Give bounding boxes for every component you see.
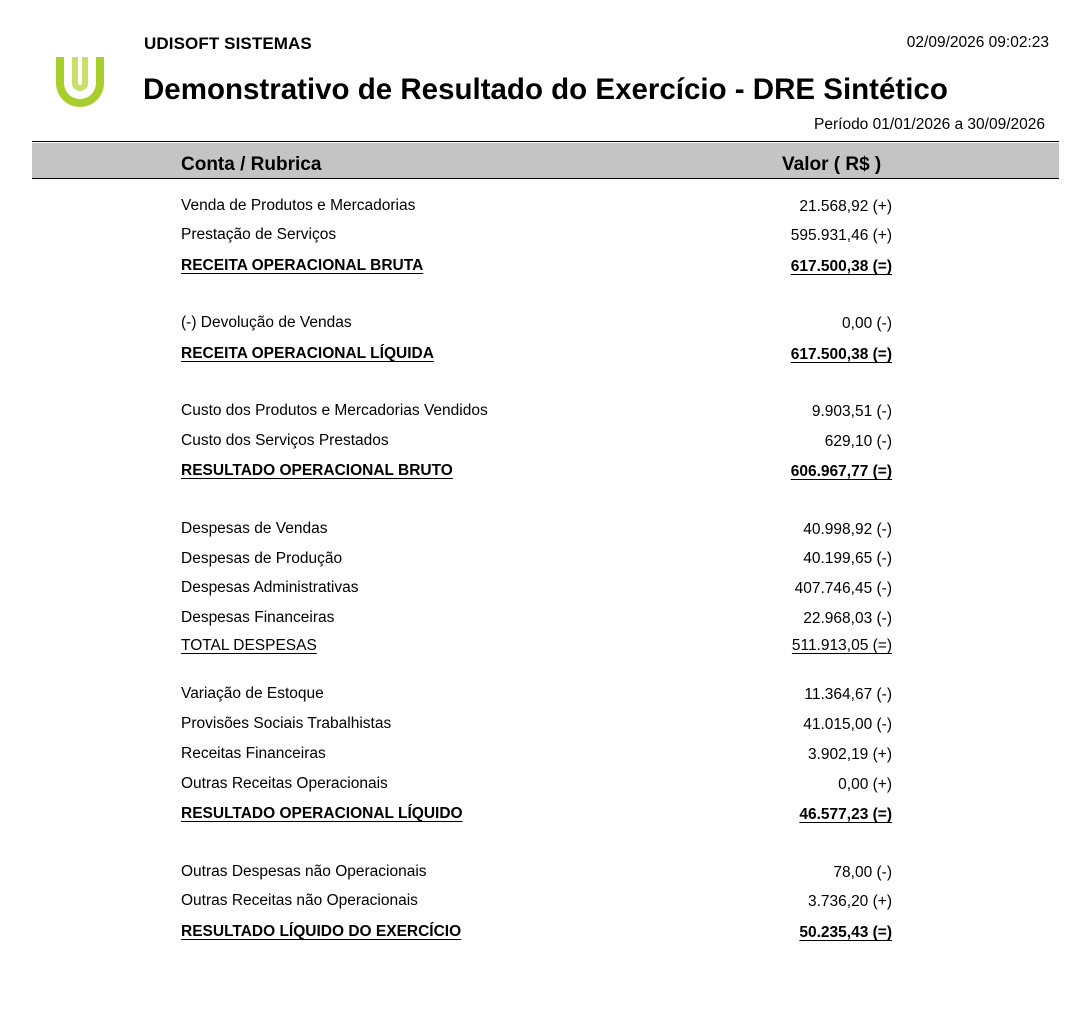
row-value: 3.902,19 (+) [807, 746, 892, 763]
row-value: 22.968,03 (-) [803, 610, 892, 627]
row-value: 9.903,51 (-) [811, 403, 892, 420]
row-value-total: 606.967,77 (=) [790, 463, 892, 480]
row-label: Venda de Produtos e Mercadorias [181, 197, 416, 214]
company-logo-icon [52, 53, 108, 109]
row-value: 41.015,00 (-) [803, 716, 892, 733]
row-value: 629,10 (-) [824, 433, 892, 450]
row-value: 3.736,20 (+) [807, 893, 892, 910]
row-label: Despesas de Produção [181, 550, 343, 567]
row-label: (-) Devolução de Vendas [181, 314, 352, 331]
column-header-account: Conta / Rubrica [181, 154, 322, 175]
report-datetime: 02/09/2026 09:02:23 [906, 34, 1049, 51]
row-label-total: RESULTADO OPERACIONAL BRUTO [181, 462, 453, 479]
row-label-total: RECEITA OPERACIONAL BRUTA [181, 257, 424, 274]
row-value: 407.746,45 (-) [794, 580, 892, 597]
row-value: 78,00 (-) [833, 864, 892, 881]
row-value-total: 617.500,38 (=) [790, 258, 892, 275]
row-value: 40.199,65 (-) [803, 550, 892, 567]
row-value: 0,00 (+) [838, 776, 892, 793]
row-label: Receitas Financeiras [181, 745, 326, 762]
row-value: 40.998,92 (-) [803, 521, 892, 538]
row-value: 0,00 (-) [842, 315, 892, 332]
row-label-total: RECEITA OPERACIONAL LÍQUIDA [181, 345, 434, 362]
row-value: 595.931,46 (+) [790, 227, 892, 244]
row-label: Despesas Financeiras [181, 609, 335, 626]
row-label: Outras Receitas não Operacionais [181, 892, 418, 909]
row-value-total: 46.577,23 (=) [799, 806, 892, 823]
row-label: Variação de Estoque [181, 685, 324, 702]
column-header-value: Valor ( R$ ) [782, 154, 882, 175]
row-value: 21.568,92 (+) [799, 198, 892, 215]
row-label-total: TOTAL DESPESAS [181, 637, 317, 654]
row-label: Despesas Administrativas [181, 579, 359, 596]
row-label: Despesas de Vendas [181, 520, 328, 537]
report-title: Demonstrativo de Resultado do Exercício - DRE Sintético [143, 73, 948, 106]
row-label-total: RESULTADO LÍQUIDO DO EXERCÍCIO [181, 923, 462, 940]
row-label: Outras Receitas Operacionais [181, 775, 388, 792]
row-value-total: 511.913,05 (=) [791, 637, 892, 654]
company-name: UDISOFT SISTEMAS [144, 34, 312, 53]
row-label-total: RESULTADO OPERACIONAL LÍQUIDO [181, 805, 463, 822]
row-label: Custo dos Serviços Prestados [181, 432, 389, 449]
row-value: 11.364,67 (-) [804, 686, 892, 703]
row-label: Custo dos Produtos e Mercadorias Vendidos [181, 402, 488, 419]
row-label: Prestação de Serviços [181, 226, 337, 243]
row-value-total: 50.235,43 (=) [799, 924, 892, 941]
header-divider [32, 141, 1059, 142]
row-label: Outras Despesas não Operacionais [181, 863, 427, 880]
row-value-total: 617.500,38 (=) [790, 346, 892, 363]
report-period: Período 01/01/2026 a 30/09/2026 [814, 116, 1045, 133]
row-label: Provisões Sociais Trabalhistas [181, 715, 392, 732]
